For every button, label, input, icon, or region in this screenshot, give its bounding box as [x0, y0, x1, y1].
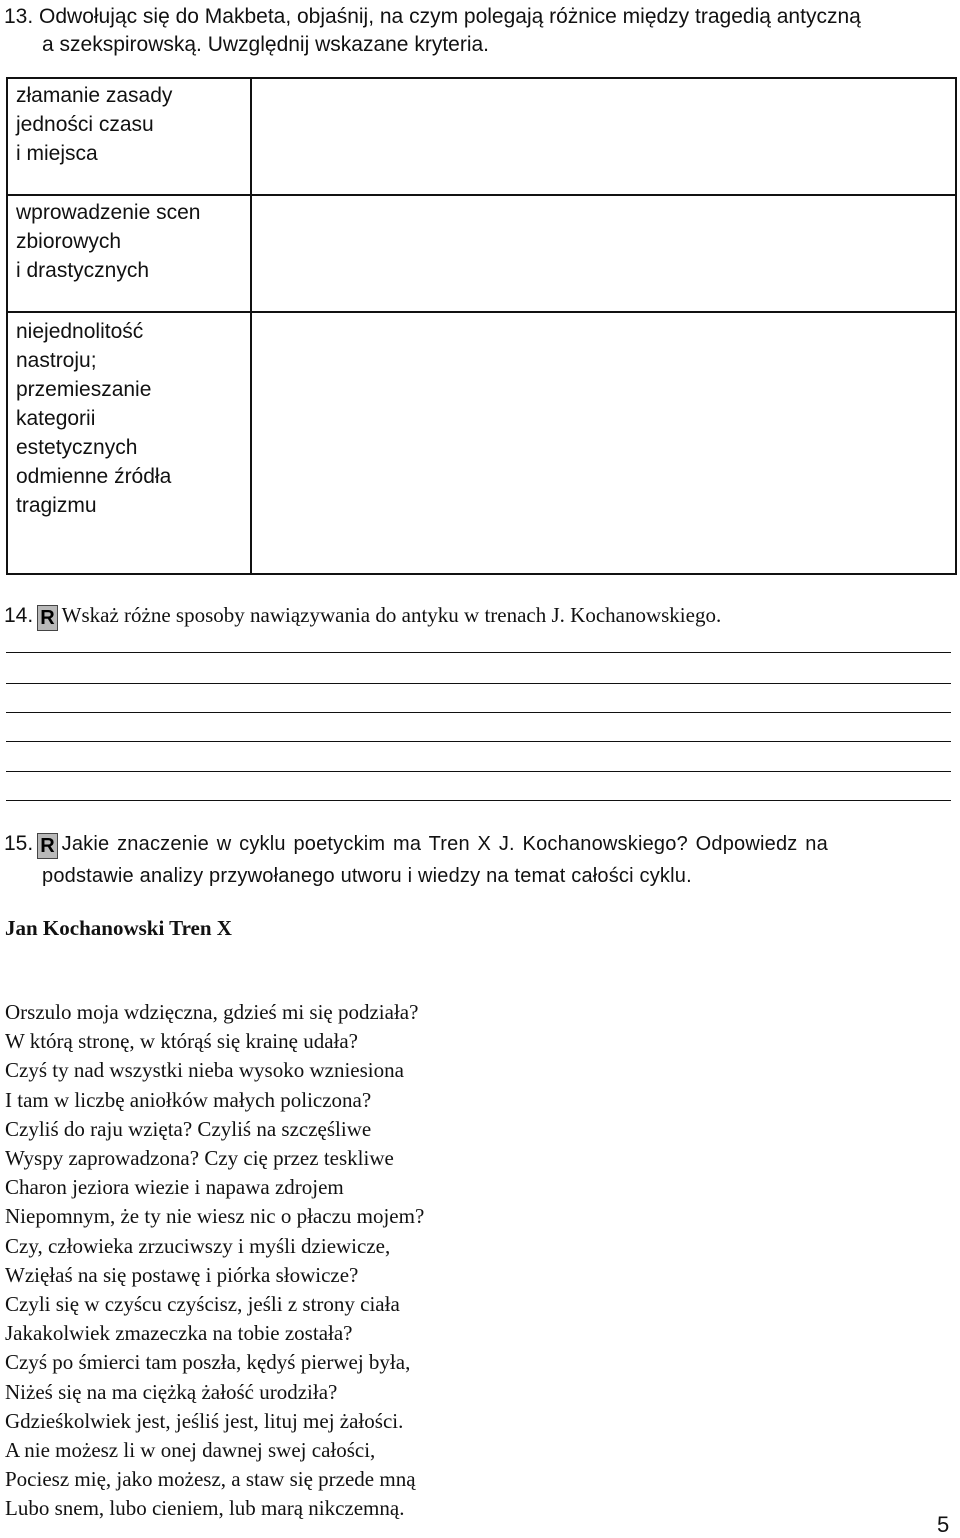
answer-line[interactable] [6, 712, 951, 713]
poem-line: I tam w liczbę aniołków małych policzona? [5, 1087, 372, 1112]
question-14 [4, 603, 721, 631]
poem-line: Jakakolwiek zmazeczka na tobie została? [5, 1321, 353, 1346]
poem-line: Czyś po śmierci tam poszła, kędyś pierwej była, [5, 1350, 411, 1375]
question-15-number: 15. [4, 832, 34, 855]
poem-line: W którą stronę, w którąś się krainę udała? [5, 1029, 358, 1054]
answer-line[interactable] [6, 771, 951, 772]
criteria-label: złamanie zasady jedności czasu i miejsca [16, 84, 173, 165]
question-14-number: 14. [4, 604, 34, 627]
page-number: 5 [937, 1512, 950, 1537]
answer-line[interactable] [6, 683, 951, 684]
criteria-label-cell [7, 312, 251, 574]
extended-level-badge: R [37, 833, 57, 859]
criteria-label-cell [7, 195, 251, 312]
question-15-text-line-1: Jakie znaczenie w cyklu poetyckim ma Tren X J. Kochanowskiego? Odpowiedz na [61, 833, 828, 855]
question-13-line-1: 13. Odwołując się do Makbeta, objaśnij, na czym polegają różnice między tragedią antyczną [4, 5, 861, 28]
poem-line: Lubo snem, lubo cieniem, lub marą nikczemną. [5, 1496, 405, 1521]
question-14-text: Wskaż różne sposoby nawiązywania do antyku w trenach J. Kochanowskiego. [61, 603, 722, 627]
answer-line[interactable] [6, 741, 951, 742]
criteria-row [7, 78, 956, 195]
criteria-label: niejednolitość nastroju; przemieszanie kategorii estetycznych odmienne źródła tragizmu [16, 320, 172, 517]
criteria-label: wprowadzenie scen zbiorowych i drastycznych [16, 201, 201, 282]
poem-line: Wyspy zaprowadzona? Czy cię przez teskliwe [5, 1146, 394, 1171]
criteria-table [6, 77, 957, 575]
extended-level-badge: R [37, 605, 57, 631]
answer-cell[interactable] [251, 78, 956, 195]
question-15-text-line-2: podstawie analizy przywołanego utworu i wiedzy na temat całości cyklu. [42, 865, 692, 887]
answer-cell[interactable] [251, 195, 956, 312]
criteria-row [7, 312, 956, 574]
answer-cell[interactable] [251, 312, 956, 574]
poem-text [5, 998, 424, 1524]
poem-line: Czyś ty nad wszystki nieba wysoko wzniesiona [5, 1058, 404, 1083]
poem-line: Czy, człowieka zrzuciwszy i myśli dziewicze, [5, 1233, 391, 1258]
criteria-row [7, 195, 956, 312]
poem-line: Czyliś do raju wzięta? Czyliś na szczęśliwe [5, 1116, 372, 1141]
poem-line: A nie możesz li w onej dawnej swej całości, [5, 1438, 376, 1463]
poem-line: Czyli się w czyścu czyścisz, jeśli z strony ciała [5, 1292, 400, 1317]
poem-line: Charon jeziora wiezie i napawa zdrojem [5, 1175, 344, 1200]
answer-line[interactable] [6, 652, 951, 653]
poem-line: Wzięłaś na się postawę i piórka słowicze? [5, 1262, 359, 1287]
poem-line: Orszulo moja wdzięczna, gdzieś mi się podziała? [5, 1000, 419, 1024]
poem-title: Jan Kochanowski Tren X [5, 916, 232, 940]
poem-line: Niżeś się na ma ciężką żałość urodziła? [5, 1379, 338, 1404]
poem-line: Gdzieśkolwiek jest, jeśliś jest, lituj mej żałości. [5, 1408, 404, 1433]
poem-line: Pociesz mię, jako możesz, a staw się przede mną [5, 1467, 416, 1492]
criteria-label-cell [7, 78, 251, 195]
question-13-line-2: a szekspirowską. Uwzględnij wskazane kryteria. [42, 33, 489, 56]
question-15 [4, 832, 828, 859]
poem-line: Niepomnym, że ty nie wiesz nic o płaczu mojem? [5, 1204, 425, 1229]
answer-line[interactable] [6, 800, 951, 801]
